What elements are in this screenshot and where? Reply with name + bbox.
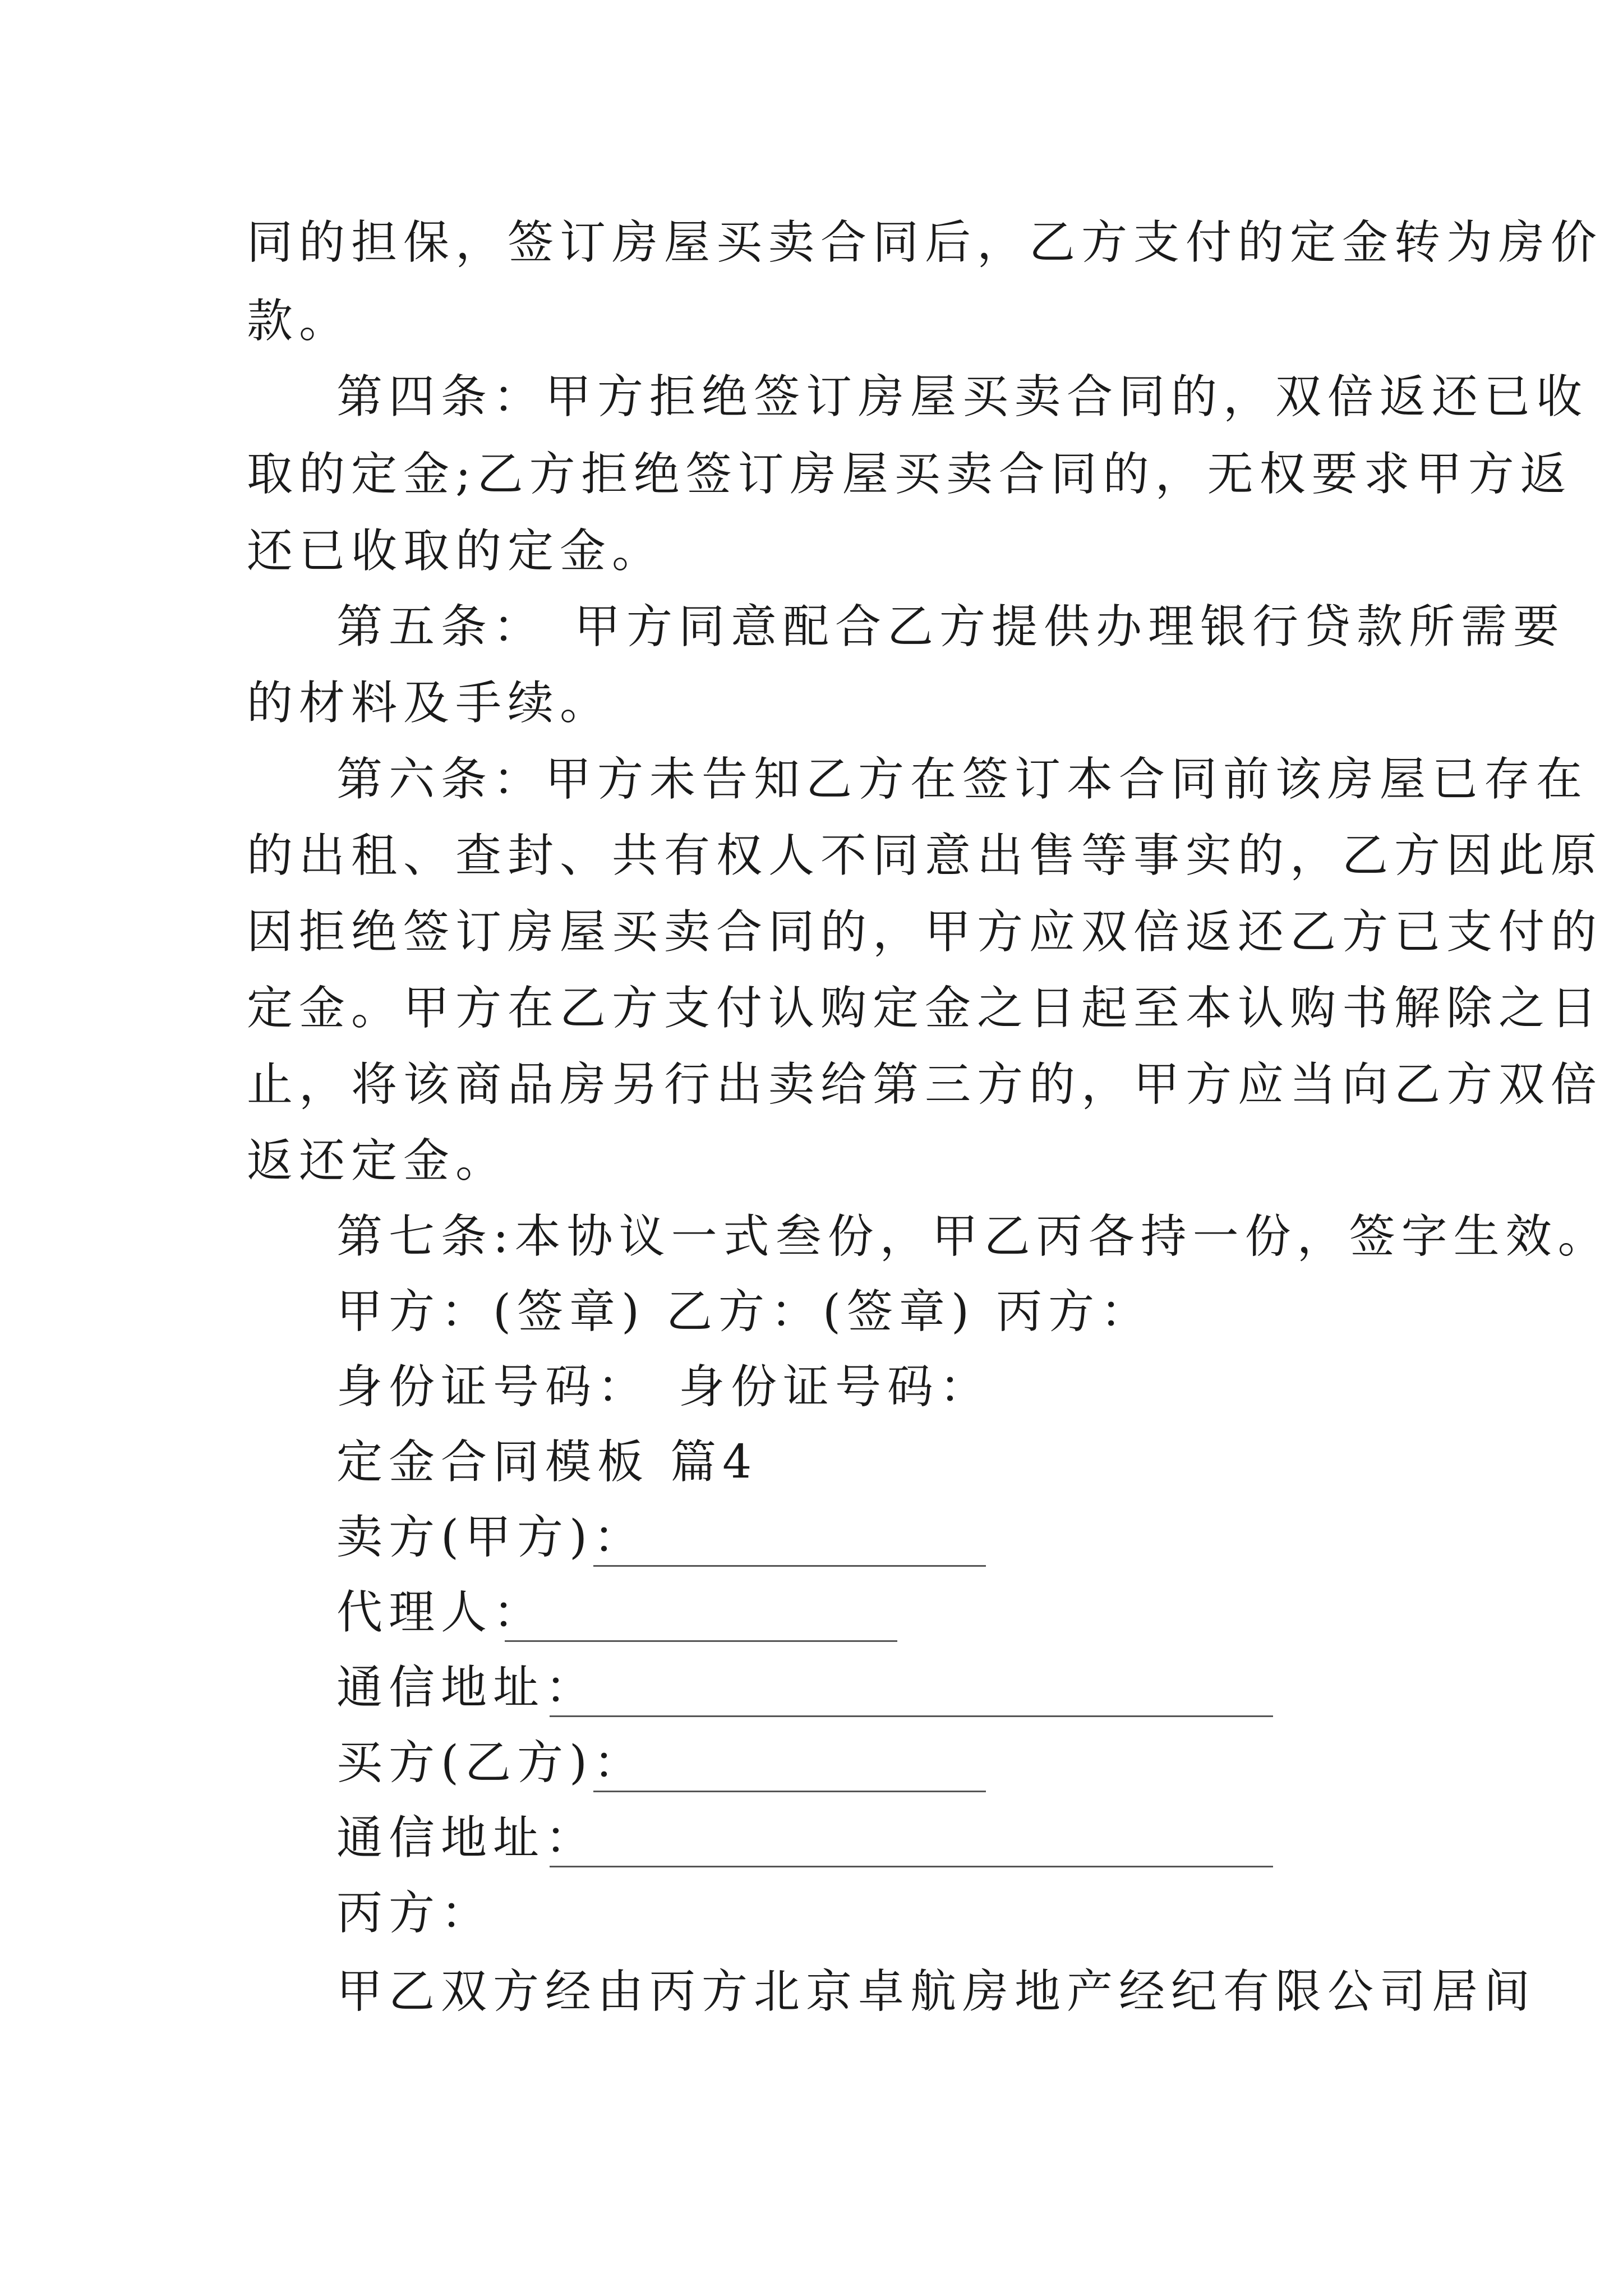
section-heading: 定金合同模板 篇4 <box>336 1435 758 1489</box>
seller-blank-line <box>593 1565 986 1567</box>
agent-blank-line <box>505 1640 897 1642</box>
paragraph-line: 定金。甲方在乙方支付认购定金之日起至本认购书解除之日 <box>247 982 1603 1035</box>
paragraph-line: 的出租、查封、共有权人不同意出售等事实的，乙方因此原 <box>247 829 1603 882</box>
article-6-line: 第六条：甲方未告知乙方在签订本合同前该房屋已存在 <box>336 753 1589 806</box>
agent-field-label: 代理人： <box>336 1586 546 1639</box>
id-number-line: 身份证号码： 身份证号码： <box>336 1360 992 1414</box>
paragraph-line: 还已收取的定金。 <box>247 524 665 578</box>
article-5-line: 第五条： 甲方同意配合乙方提供办理银行贷款所需要 <box>336 600 1566 654</box>
party-c-label: 丙方： <box>336 1887 494 1940</box>
paragraph-line: 的材料及手续。 <box>247 677 612 730</box>
article-7-line: 第七条:本协议一式叁份，甲乙丙各持一份，签字生效。 <box>336 1210 1610 1263</box>
closing-paragraph-line: 甲乙双方经由丙方北京卓航房地产经纪有限公司居间 <box>336 1965 1537 2018</box>
paragraph-line: 款。 <box>247 295 352 348</box>
address-blank-line <box>550 1715 1273 1717</box>
address-field-label: 通信地址： <box>336 1661 598 1714</box>
paragraph-line: 取的定金;乙方拒绝签订房屋买卖合同的，无权要求甲方返 <box>247 448 1573 501</box>
paragraph-line: 止，将该商品房另行出卖给第三方的，甲方应当向乙方双倍 <box>247 1058 1603 1111</box>
article-4-line: 第四条：甲方拒绝签订房屋买卖合同的，双倍返还已收 <box>336 370 1589 424</box>
buyer-field-label: 买方(乙方)： <box>336 1736 645 1789</box>
paragraph-line: 返还定金。 <box>247 1134 508 1188</box>
seller-field-label: 卖方(甲方)： <box>336 1511 645 1564</box>
buyer-blank-line <box>593 1791 986 1792</box>
paragraph-line: 同的担保，签订房屋买卖合同后，乙方支付的定金转为房价 <box>247 216 1603 269</box>
paragraph-line: 因拒绝签订房屋买卖合同的，甲方应双倍返还乙方已支付的 <box>247 905 1603 959</box>
signature-line: 甲方：(签章) 乙方：(签章) 丙方： <box>336 1285 1153 1338</box>
address-field-label: 通信地址： <box>336 1811 598 1865</box>
address-blank-line <box>550 1866 1273 1867</box>
